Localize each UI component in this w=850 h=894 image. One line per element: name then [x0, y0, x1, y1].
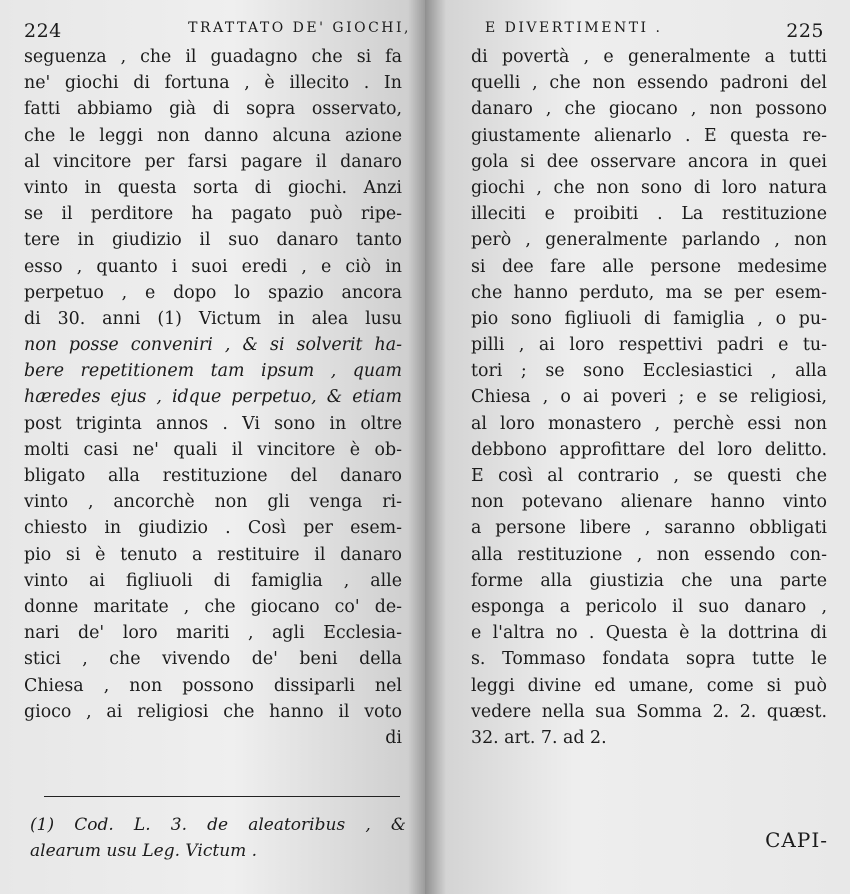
- text-line: al loro monastero , perchè essi non: [471, 413, 827, 434]
- catchword-right: CAPI-: [765, 828, 828, 852]
- text-line: pio sono figliuoli di famiglia , o pu-: [471, 308, 827, 329]
- catchword-left: di: [385, 727, 402, 748]
- text-line-latin: bere repetitionem tam ipsum , quam: [24, 361, 402, 382]
- text-line: gioco , ai religiosi che hanno il voto: [24, 701, 402, 722]
- text-line: vinto in questa sorta di giochi. Anzi: [24, 177, 402, 198]
- text-line: esponga a pericolo il suo danaro ,: [471, 596, 827, 617]
- left-page-header: [24, 20, 411, 42]
- footnote-divider: [44, 796, 400, 797]
- text-line-latin: hæredes ejus , idque perpetuo, & etiam: [24, 387, 402, 408]
- text-line: si dee fare alle persone medesime: [471, 256, 827, 277]
- text-line: perpetuo , e dopo lo spazio ancora: [24, 282, 402, 303]
- text-line: però , generalmente parlando , non: [471, 230, 827, 251]
- text-line: vinto ai figliuoli di famiglia , alle: [24, 570, 402, 591]
- right-page-text: [471, 44, 827, 751]
- text-line: fatti abbiamo già di sopra osservato,: [24, 99, 402, 120]
- page-number-left: 224: [24, 20, 62, 42]
- text-line: vedere nella sua Somma 2. 2. quæst.: [471, 701, 827, 722]
- text-line: molti casi ne' quali il vincitore è ob-: [24, 439, 402, 460]
- text-line: debbono approfittare del loro delitto.: [471, 439, 827, 460]
- text-line: alla restituzione , non essendo con-: [471, 544, 827, 565]
- text-line: tori ; se sono Ecclesiastici , alla: [471, 361, 827, 382]
- text-line: se il perditore ha pagato può ripe-: [24, 204, 402, 225]
- text-line: tere in giudizio il suo danaro tanto: [24, 230, 402, 251]
- text-line: quelli , che non essendo padroni del: [471, 73, 827, 94]
- text-line: donne maritate , che giocano co' de-: [24, 596, 402, 617]
- text-line: vinto , ancorchè non gli venga ri-: [24, 492, 402, 513]
- footnote-line: (1) Cod. L. 3. de aleatoribus , &: [30, 815, 406, 835]
- text-line: giustamente alienarlo . E questa re-: [471, 125, 827, 146]
- text-line: E così al contrario , se questi che: [471, 466, 827, 486]
- text-line: che le leggi non danno alcuna azione: [24, 125, 402, 146]
- running-title-right: E DIVERTIMENTI .: [485, 20, 663, 36]
- page-number-right: 225: [786, 20, 824, 42]
- text-line: s. Tommaso fondata sopra tutte le: [471, 649, 827, 670]
- text-line: esso , quanto i suoi eredi , e ciò in: [24, 256, 402, 277]
- text-line-latin: non posse conveniri , & si solverit ha-: [24, 335, 402, 356]
- text-line: giochi , che non sono di loro natura: [471, 177, 827, 198]
- footnote: [30, 812, 406, 864]
- footnote-line: alearum usu Leg. Victum .: [30, 841, 258, 862]
- text-line: di 30. anni (1) Victum in alea lusu: [24, 308, 402, 329]
- text-line: pilli , ai loro respettivi padri e tu-: [471, 335, 827, 356]
- text-line: gola si dee osservare ancora in quei: [471, 151, 827, 172]
- text-line: bligato alla restituzione del danaro: [24, 466, 402, 486]
- text-line: ne' giochi di fortuna , è illecito . In: [24, 73, 402, 94]
- text-line: Chiesa , o ai poveri ; e se religiosi,: [471, 387, 827, 408]
- text-line: non potevano alienare hanno vinto: [471, 492, 827, 513]
- text-line: pio si è tenuto a restituire il danaro: [24, 544, 402, 565]
- text-line: post triginta annos . Vi sono in oltre: [24, 413, 402, 434]
- text-line: al vincitore per farsi pagare il danaro: [24, 151, 402, 172]
- text-line: illeciti e proibiti . La restituzione: [471, 204, 827, 225]
- text-line: danaro , che giocano , non possono: [471, 99, 827, 120]
- text-line: stici , che vivendo de' beni della: [24, 649, 402, 670]
- text-line: Chiesa , non possono dissiparli nel: [24, 675, 402, 696]
- text-line: di povertà , e generalmente a tutti: [471, 47, 827, 67]
- text-line: che hanno perduto, ma se per esem-: [471, 282, 827, 303]
- text-line: leggi divine ed umane, come si può: [471, 675, 827, 696]
- text-line: chiesto in giudizio . Così per esem-: [24, 518, 402, 539]
- text-line: seguenza , che il guadagno che si fa: [24, 47, 402, 67]
- text-line: a persone libere , saranno obbligati: [471, 518, 827, 539]
- left-page-text: [24, 44, 402, 751]
- text-line: forme alla giustizia che una parte: [471, 570, 827, 591]
- running-title-left: TRATTATO DE' GIOCHI,: [188, 20, 411, 36]
- text-line: e l'altra no . Questa è la dottrina di: [471, 623, 827, 644]
- text-line: nari de' loro mariti , agli Ecclesia-: [24, 623, 402, 644]
- text-line: 32. art. 7. ad 2.: [471, 727, 607, 748]
- right-page: [425, 0, 850, 894]
- right-page-header: [485, 20, 824, 42]
